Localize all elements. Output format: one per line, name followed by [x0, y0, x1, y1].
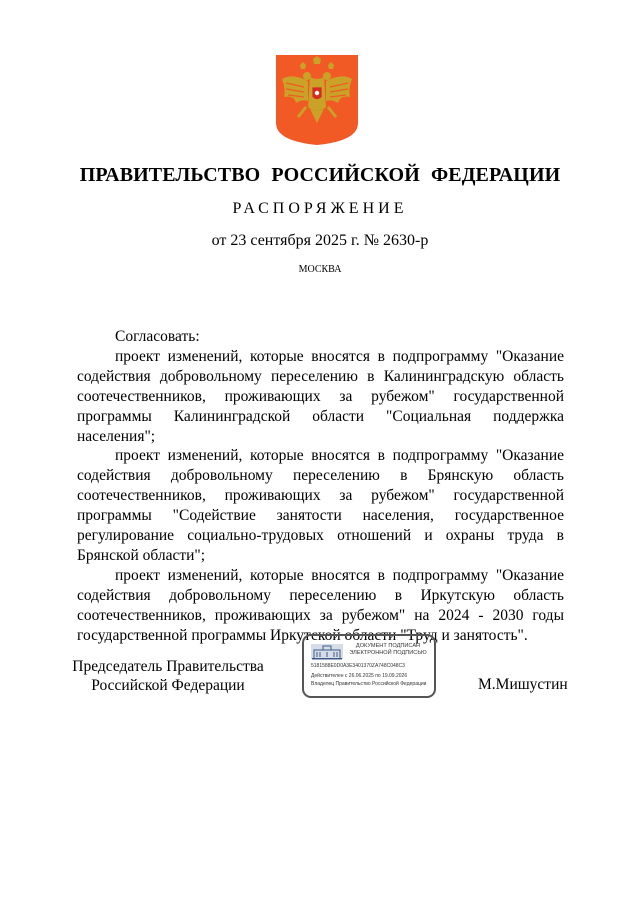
- signatory-position: [68, 657, 268, 695]
- signatory-position-line: Председатель Правительства: [72, 658, 264, 675]
- document-body: [77, 327, 564, 646]
- document-date-number: от 23 сентября 2025 г. № 2630-р: [211, 232, 429, 249]
- signatory-name: М.Мишустин: [478, 676, 568, 693]
- government-building-icon: [310, 642, 344, 660]
- body-paragraph: проект изменений, которые вносятся в подпрограмму "Оказание содействия добровольному переселению в Калининградскую область соотечественников, проживающих за рубежом" государственной программы Калининградской области "Социальная поддержка населения";: [77, 347, 564, 445]
- body-paragraph: Согласовать:: [115, 328, 200, 345]
- body-paragraph: проект изменений, которые вносятся в подпрограмму "Оказание содействия добровольному переселению в Иркутскую область соотечественников, проживающих за рубежом" на 2024 - 2030 годы государственной программы Иркутской области "Труд и занятость".: [77, 566, 564, 644]
- document-type: РАСПОРЯЖЕНИЕ: [232, 200, 408, 217]
- signatory-position-line: Российской Федерации: [91, 677, 245, 694]
- issuer-title: ПРАВИТЕЛЬСТВО РОССИЙСКОЙ ФЕДЕРАЦИИ: [79, 164, 561, 186]
- stamp-certificate-serial: 5181588E0D0A3E3401370ZA748C048C3: [311, 663, 405, 669]
- electronic-signature-stamp: [302, 634, 436, 698]
- coat-of-arms-icon: [276, 55, 358, 145]
- body-paragraph: проект изменений, которые вносятся в подпрограмму "Оказание содействия добровольному переселению в Брянскую область соотечественников, проживающих за рубежом" государственной программы "Содействие занятости населения, государственное регулирование социально-трудовых отношений и охраны труда в Брянской области";: [77, 447, 564, 564]
- stamp-owner: Владелец Правительство Российской Федерации: [311, 681, 427, 687]
- stamp-validity: Действителен с 26.06.2025 по 19.09.2026: [311, 673, 408, 679]
- stamp-heading: [344, 643, 432, 657]
- stamp-heading-line: ЭЛЕКТРОННОЙ ПОДПИСЬЮ: [349, 650, 427, 656]
- stamp-heading-line: ДОКУМЕНТ ПОДПИСАН: [355, 643, 421, 649]
- document-city: МОСКВА: [298, 264, 342, 275]
